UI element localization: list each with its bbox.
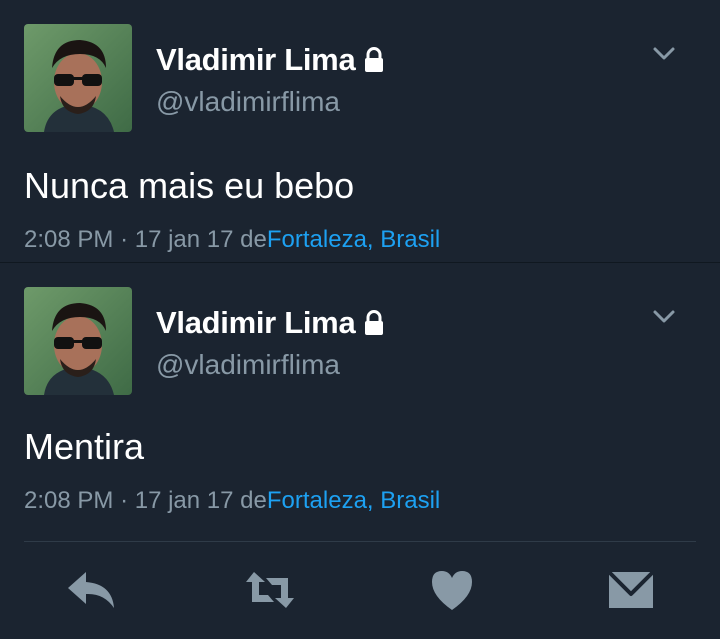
tweet-1[interactable] <box>0 0 720 262</box>
chevron-down-icon[interactable] <box>652 305 676 329</box>
like-icon[interactable] <box>426 568 478 612</box>
avatar[interactable] <box>24 287 132 395</box>
tweet-time: 2:08 PM <box>24 487 114 514</box>
tweet-date: 17 jan 17 <box>134 226 234 253</box>
reply-icon[interactable] <box>66 568 118 612</box>
tweet-meta <box>24 487 440 515</box>
tweet-text: Nunca mais eu bebo <box>24 165 355 206</box>
location-link[interactable]: Fortaleza, Brasil <box>266 487 441 514</box>
location-link[interactable]: Fortaleza, Brasil <box>266 226 441 253</box>
lock-icon <box>363 310 385 336</box>
chevron-down-icon[interactable] <box>652 42 676 66</box>
user-handle[interactable]: @vladimirflima <box>156 349 340 380</box>
tweet-2[interactable] <box>0 263 720 541</box>
meta-separator: · <box>120 226 129 253</box>
action-bar <box>0 560 720 620</box>
display-name[interactable]: Vladimir Lima <box>156 305 356 340</box>
avatar[interactable] <box>24 24 132 132</box>
tweet-time: 2:08 PM <box>24 226 114 253</box>
tweet-meta <box>24 226 440 254</box>
display-name[interactable]: Vladimir Lima <box>156 42 356 77</box>
tweet-date: 17 jan 17 <box>134 487 234 514</box>
actions-divider <box>24 541 696 542</box>
meta-separator: · <box>120 487 129 514</box>
lock-icon <box>363 47 385 73</box>
user-handle[interactable]: @vladimirflima <box>156 86 340 117</box>
retweet-icon[interactable] <box>244 568 296 612</box>
tweet-text: Mentira <box>24 426 145 467</box>
location-prefix: de <box>240 226 267 253</box>
message-icon[interactable] <box>605 568 657 612</box>
location-prefix: de <box>240 487 267 514</box>
